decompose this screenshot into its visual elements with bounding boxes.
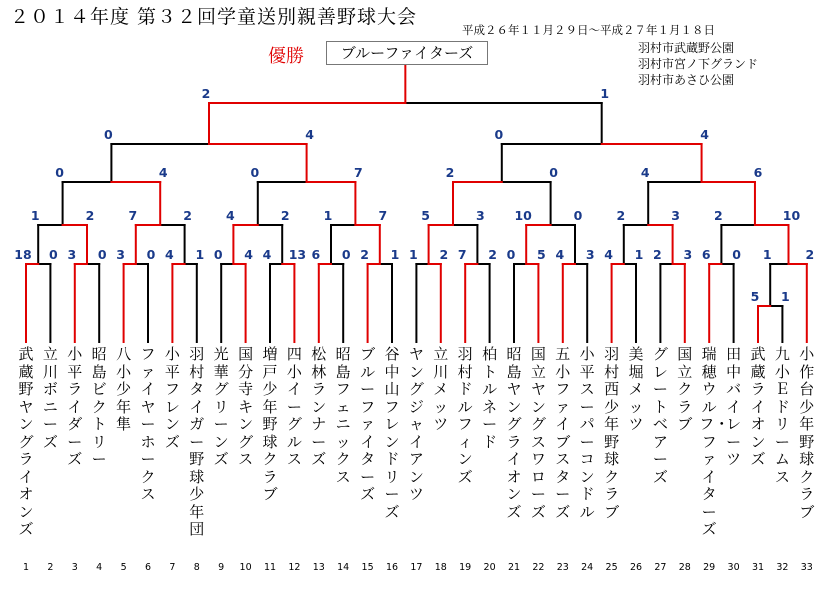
match-score: 3 [585,247,595,262]
team-name: 羽村西少年野球クラブ [604,345,620,521]
team-name: 美堀メッツ [628,345,644,433]
venue-item: 羽村市宮ノ下グランド [638,57,759,71]
team-number: 21 [507,562,521,573]
team-name: 小平スーパーコンドル [579,345,595,521]
team-name: 羽村タイガー野球少年団 [189,345,205,538]
team-number: 20 [483,562,496,573]
match-score: 4 [244,247,253,262]
team-name: 小作台少年野球クラブ [799,345,815,521]
match-score: 7 [128,208,138,223]
match-score: 2 [201,86,211,101]
match-score: 5 [421,208,430,223]
match-score: 0 [104,127,113,142]
match-score: 5 [537,247,546,262]
team-number: 4 [96,562,103,573]
match-score: 0 [732,247,741,262]
match-score: 4 [305,127,314,142]
team-name: 国立クラブ [677,345,693,433]
venue-item: 羽村市あさひ公園 [638,73,735,87]
team-number: 6 [144,562,152,573]
team-name: 八小少年隼 [116,345,132,433]
team-number: 9 [218,562,225,573]
match-score: 18 [14,247,32,262]
match-score: 2 [85,208,95,223]
venue-item: 羽村市武蔵野公園 [638,41,735,55]
match-score: 1 [390,247,400,262]
team-name: 国立ヤングスワローズ [530,345,546,521]
team-name: 武蔵野ヤングライオンズ [18,345,34,538]
team-number: 23 [556,562,569,573]
match-score: 4 [158,165,168,180]
team-number: 5 [120,562,127,573]
team-name: 柏トルネード [482,345,498,451]
match-score: 3 [476,208,485,223]
match-score: 4 [165,247,174,262]
team-number: 18 [434,562,447,573]
team-name: 瑞穂ウルフ・ファイターズ [699,345,730,538]
match-score: 0 [494,127,504,142]
match-score: 2 [805,247,815,262]
team-number: 30 [727,562,740,573]
match-score: 4 [555,247,565,262]
match-score: 1 [600,86,610,101]
match-score: 2 [653,247,662,262]
team-number: 16 [385,562,399,573]
match-score: 4 [226,208,235,223]
match-score: 6 [753,165,763,180]
team-name: 五小ファイブスターズ [555,345,571,521]
match-score: 7 [378,208,388,223]
match-score: 2 [714,208,723,223]
team-name: 増戸少年野球クラブ [262,345,278,503]
team-number: 19 [459,562,472,573]
team-name: 光華グリーンズ [213,345,229,468]
match-score: 1 [762,247,772,262]
team-name: グレートベアーズ [652,345,668,486]
team-name: 昭島フェニックス [335,345,351,486]
team-number: 31 [751,562,765,573]
team-name: 四小イーグルス [286,345,302,468]
match-score: 2 [616,208,626,223]
match-score: 0 [55,165,64,180]
match-score: 1 [323,208,333,223]
team-name: 国分寺キングス [238,345,254,468]
match-score: 7 [354,165,363,180]
team-number: 10 [239,562,252,573]
match-score: 2 [183,208,192,223]
team-name: 九小Ｅドリームス [774,345,790,486]
team-number: 1 [22,562,30,573]
team-name: 小平フレンズ [164,345,180,451]
match-score: 2 [445,165,455,180]
team-name: 小平ライダーズ [67,345,83,468]
team-name: 昭島ビクトリー [91,345,107,468]
team-name: 谷中山フレンドリーズ [384,345,400,521]
team-number: 28 [678,562,691,573]
match-score: 3 [67,247,77,262]
team-name: ファイヤーホークス [140,345,156,503]
match-score: 4 [262,247,272,262]
match-score: 7 [457,247,467,262]
match-score: 6 [311,247,321,262]
match-score: 1 [30,208,40,223]
match-score: 0 [213,247,223,262]
match-score: 4 [700,127,709,142]
match-score: 3 [671,208,680,223]
match-score: 0 [506,247,516,262]
team-name: 松林ランナーズ [311,345,327,468]
team-name: 田中バイレーツ [726,345,742,468]
match-score: 13 [288,247,307,262]
team-number: 11 [263,562,277,573]
match-score: 3 [116,247,125,262]
match-score: 5 [750,289,760,304]
match-score: 6 [701,247,711,262]
champion-name: ブルーファイターズ [326,41,488,65]
team-number: 32 [776,562,789,573]
match-score: 1 [409,247,418,262]
match-score: 0 [549,165,558,180]
team-name: 昭島ヤングライオンズ [506,345,522,521]
match-score: 1 [195,247,205,262]
match-score: 0 [97,247,107,262]
team-number: 25 [605,562,618,573]
tournament-title: ２０１４年度 第３２回学童送別親善野球大会 [10,6,418,28]
team-number: 22 [532,562,545,573]
tournament-period: 平成２６年１１月２９日～平成２７年１月１８日 [462,23,715,37]
team-name: 立川ボニーズ [42,345,58,451]
team-number: 33 [800,562,813,573]
team-number: 26 [629,562,643,573]
match-score: 1 [634,247,644,262]
team-number: 15 [361,562,374,573]
match-score: 10 [782,208,801,223]
match-score: 0 [341,247,351,262]
team-name: ヤングジャイアンツ [408,345,424,503]
match-score: 2 [280,208,290,223]
match-score: 4 [604,247,613,262]
match-score: 2 [488,247,497,262]
match-score: 0 [250,165,260,180]
match-score: 0 [146,247,156,262]
match-score: 3 [683,247,693,262]
team-number: 13 [312,562,325,573]
bracket-scores [14,86,814,304]
team-number: 24 [581,562,594,573]
team-number: 7 [169,562,176,573]
match-score: 2 [439,247,449,262]
team-number: 8 [193,562,200,573]
team-name: 立川メッツ [433,345,449,433]
match-score: 4 [640,165,650,180]
team-name: ブルーファイターズ [360,345,376,503]
team-number: 3 [71,562,78,573]
champion-label: 優勝 [268,46,304,67]
team-name: 羽村ドルフィンズ [457,345,473,486]
match-score: 1 [781,289,790,304]
team-name: 武蔵ライオンズ [750,345,766,468]
team-number: 27 [654,562,667,573]
team-number: 17 [410,562,423,573]
match-score: 0 [49,247,58,262]
team-number: 12 [288,562,301,573]
team-number: 14 [337,562,350,573]
team-number: 2 [47,562,54,573]
match-score: 2 [360,247,369,262]
match-score: 0 [573,208,583,223]
team-number: 29 [703,562,716,573]
match-score: 10 [514,208,532,223]
